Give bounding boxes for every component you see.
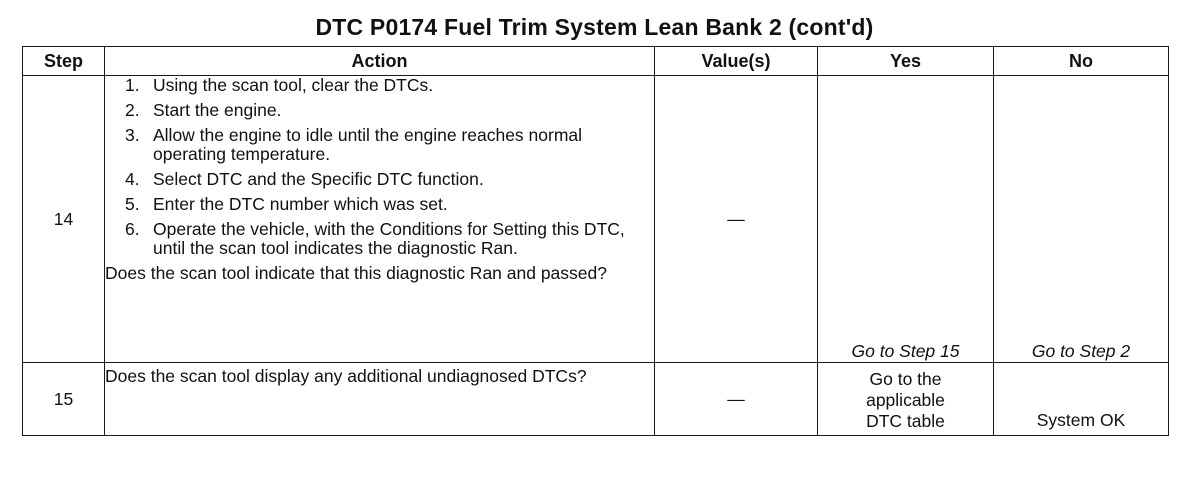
yes-line: Go to the xyxy=(869,369,942,389)
value-cell xyxy=(655,76,818,363)
action-item-number: 3. xyxy=(125,125,140,145)
no-goto-link[interactable]: Go to Step 2 xyxy=(1031,341,1131,361)
action-item xyxy=(125,75,654,95)
diagnostic-table xyxy=(22,46,1169,436)
value-dash: — xyxy=(727,388,745,409)
table-row-step-15 xyxy=(23,363,1169,436)
step-question: Does the scan tool display any additional undiagnosed DTCs? xyxy=(105,366,587,386)
action-list xyxy=(105,76,654,258)
header-yes: Yes xyxy=(818,47,994,76)
step-number: 14 xyxy=(23,76,105,363)
action-item xyxy=(125,100,654,120)
action-item-text: Enter the DTC number which was set. xyxy=(153,194,448,214)
action-item xyxy=(125,125,654,164)
yes-cell xyxy=(818,363,994,436)
no-cell xyxy=(994,363,1169,436)
action-item-number: 5. xyxy=(125,194,140,214)
no-text: System OK xyxy=(1036,410,1126,430)
yes-text xyxy=(866,369,945,432)
table-header-row xyxy=(23,47,1169,76)
step-number: 15 xyxy=(23,363,105,436)
step-question: Does the scan tool indicate that this diagnostic Ran and passed? xyxy=(105,263,607,283)
header-no: No xyxy=(994,47,1169,76)
header-step: Step xyxy=(23,47,105,76)
page-title: DTC P0174 Fuel Trim System Lean Bank 2 (cont'd) xyxy=(315,14,874,40)
yes-line: DTC table xyxy=(866,411,945,431)
action-item-text: Start the engine. xyxy=(153,100,282,120)
yes-line: applicable xyxy=(866,390,945,410)
header-action: Action xyxy=(105,47,655,76)
action-item-text: Select DTC and the Specific DTC function. xyxy=(153,169,484,189)
yes-goto-link[interactable]: Go to Step 15 xyxy=(851,341,960,361)
action-cell xyxy=(105,76,655,363)
action-item-number: 1. xyxy=(125,75,140,95)
action-item-number: 6. xyxy=(125,219,140,239)
action-item xyxy=(125,194,654,214)
table-row-step-14 xyxy=(23,76,1169,363)
value-cell xyxy=(655,363,818,436)
header-values: Value(s) xyxy=(655,47,818,76)
action-item-text: Allow the engine to idle until the engine reaches normal operating temperature. xyxy=(153,125,583,164)
action-cell xyxy=(105,363,655,436)
action-item-number: 2. xyxy=(125,100,140,120)
action-item-number: 4. xyxy=(125,169,140,189)
value-dash: — xyxy=(727,208,745,229)
action-item xyxy=(125,219,654,258)
action-item-text: Operate the vehicle, with the Conditions for Setting this DTC, until the scan tool indicates the diagnostic Ran. xyxy=(153,219,625,258)
action-item-text: Using the scan tool, clear the DTCs. xyxy=(153,75,434,95)
no-cell xyxy=(994,76,1169,363)
action-item xyxy=(125,169,654,189)
yes-cell xyxy=(818,76,994,363)
